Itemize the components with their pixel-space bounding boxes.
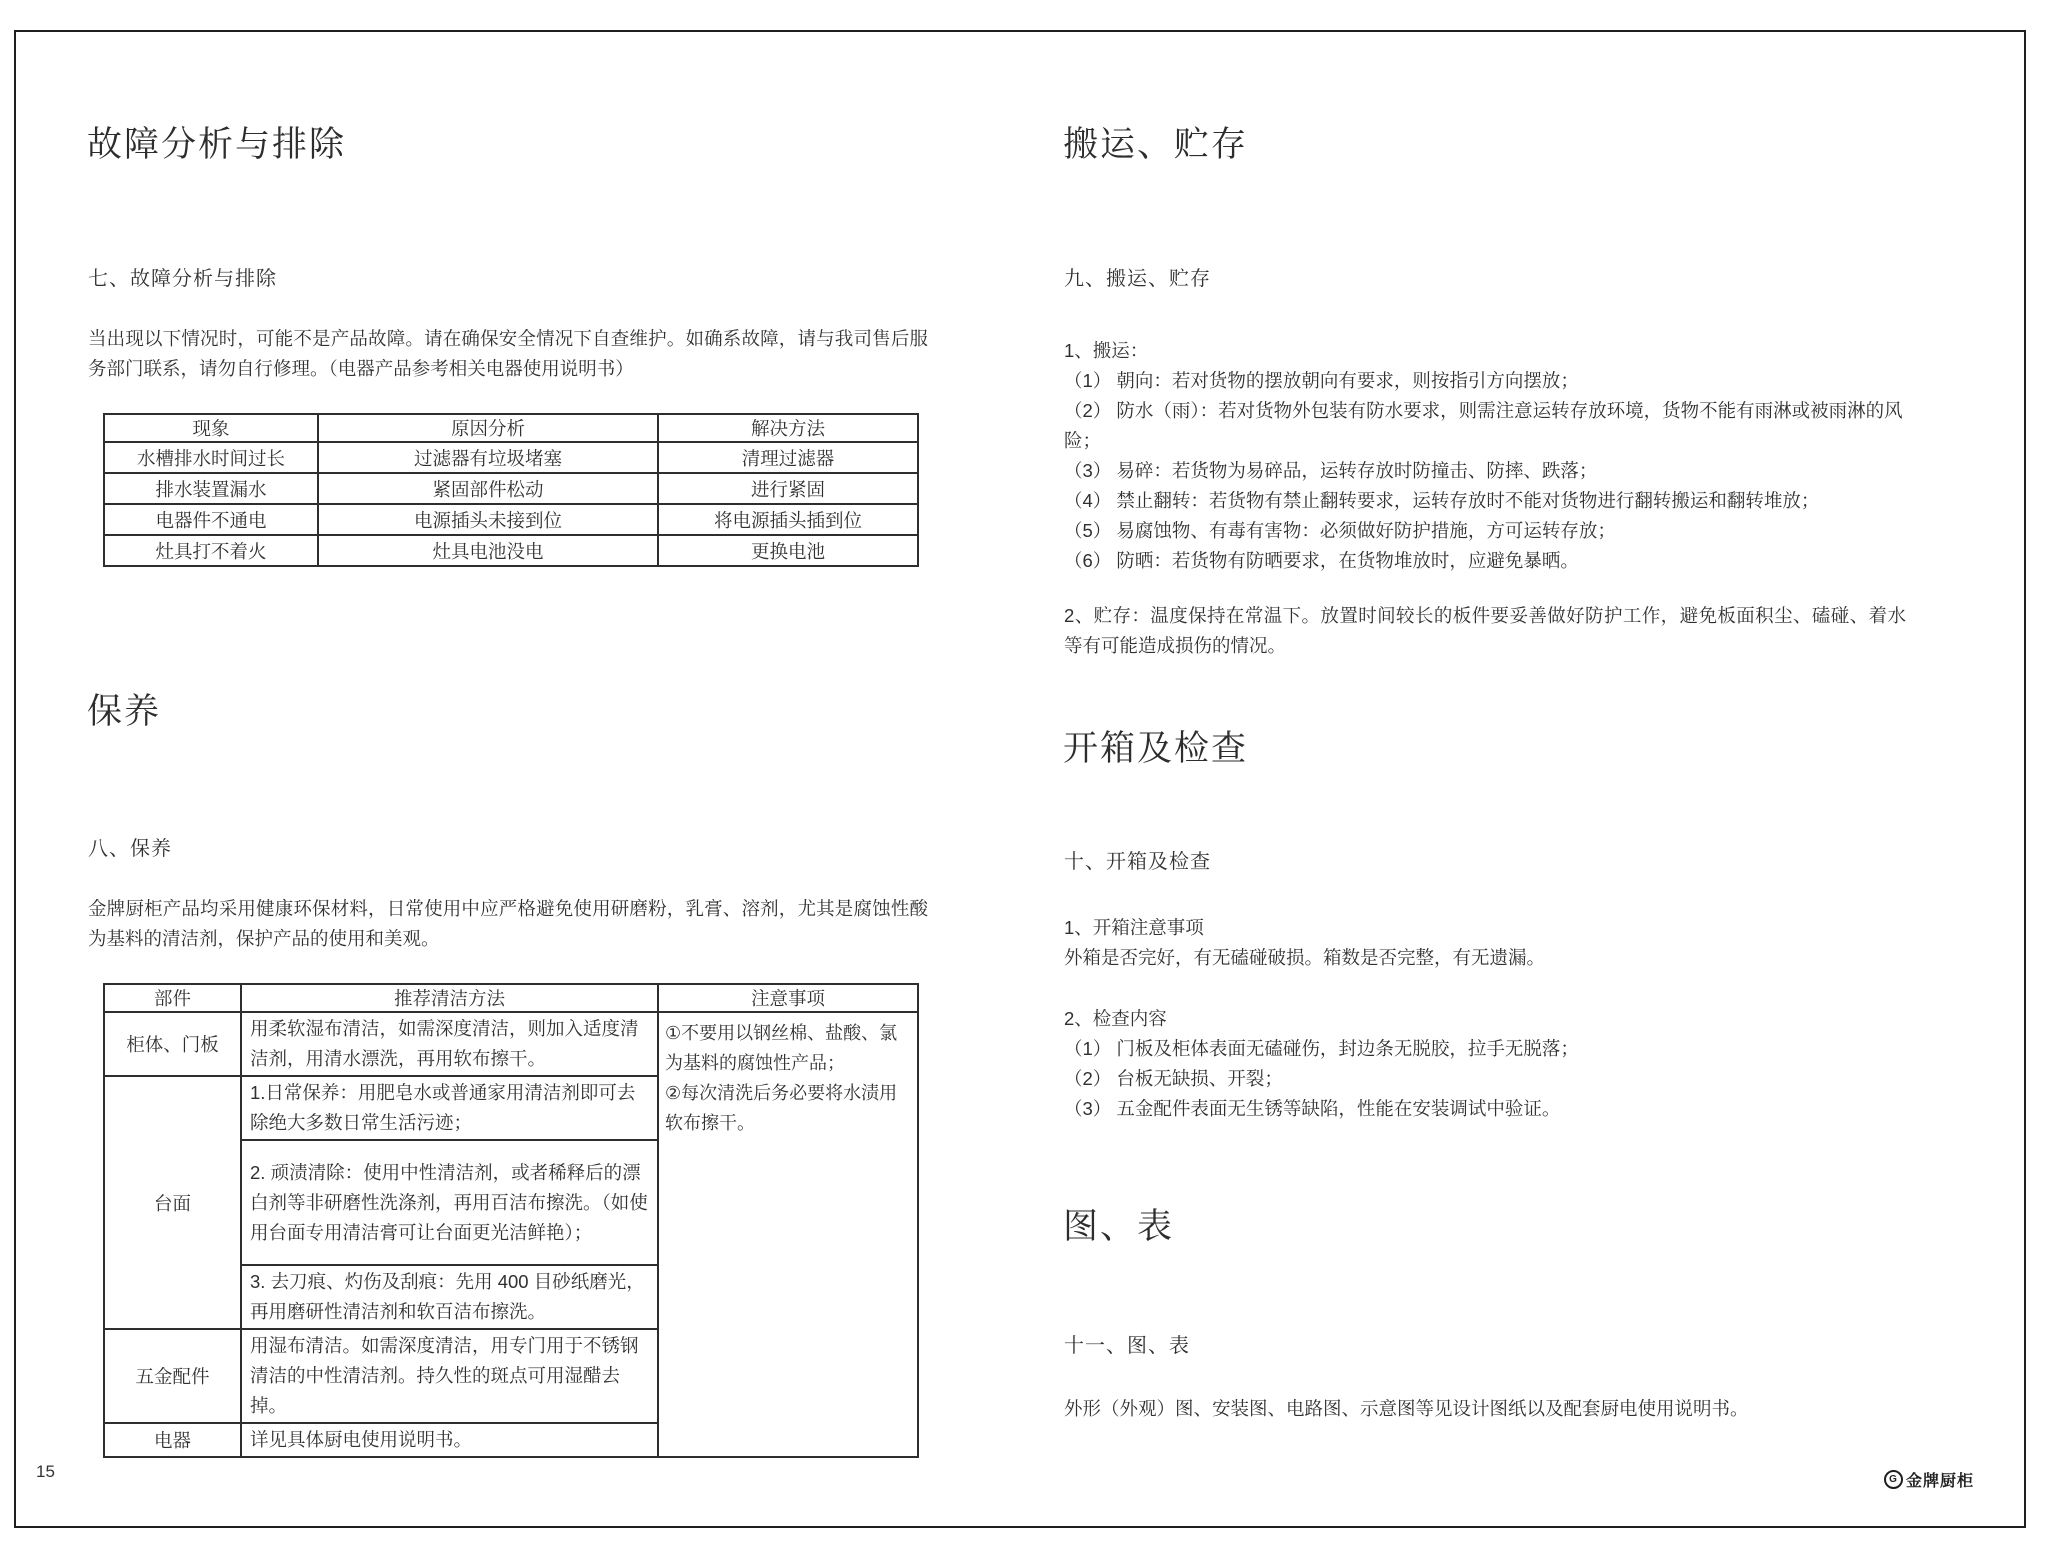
figures-section-title: 图、表 <box>1063 1207 1175 1246</box>
care-col-method: 推荐清洁方法 <box>241 984 658 1012</box>
fault-col-phenomenon: 现象 <box>104 414 318 442</box>
transport-move-list <box>1064 336 1906 576</box>
fault-cell: 排水装置漏水 <box>104 473 318 504</box>
care-part-cabinet: 柜体、门板 <box>104 1012 241 1076</box>
transport-store-paragraph: 2、贮存：温度保持在常温下。放置时间较长的板件要妥善做好防护工作，避免板面积尘、磕碰、着水等有可能造成损伤的情况。 <box>1064 605 1906 656</box>
table-row <box>104 1012 918 1076</box>
left-page <box>87 0 927 1547</box>
list-item: （2） 台板无缺损、开裂； <box>1064 1068 1283 1089</box>
fault-section-title: 故障分析与排除 <box>87 125 347 164</box>
care-col-notes: 注意事项 <box>658 984 918 1012</box>
figures-text: 外形（外观）图、安装图、电路图、示意图等见设计图纸以及配套厨电使用说明书。 <box>1064 1398 1749 1419</box>
care-section-title: 保养 <box>87 692 162 731</box>
inspect-check-list <box>1064 1034 1906 1124</box>
care-table <box>103 983 919 1458</box>
inspect-sub1-text: 外箱是否完好，有无磕碰破损。箱数是否完整，有无遗漏。 <box>1064 947 1546 968</box>
table-row <box>104 473 918 504</box>
fault-section-heading: 七、故障分析与排除 <box>88 268 277 290</box>
care-intro-paragraph: 金牌厨柜产品均采用健康环保材料，日常使用中应严格避免使用研磨粉，乳膏、溶剂，尤其是腐蚀性酸为基料的清洁剂，保护产品的使用和美观。 <box>88 898 928 949</box>
care-method-countertop-1: 1.日常保养：用肥皂水或普通家用清洁剂即可去除绝大多数日常生活污迹； <box>241 1076 658 1140</box>
list-item: （1） 门板及柜体表面无磕碰伤，封边条无脱胶，拉手无脱落； <box>1064 1038 1579 1059</box>
fault-col-solution: 解决方法 <box>658 414 918 442</box>
fault-cell: 过滤器有垃圾堵塞 <box>318 442 658 473</box>
figures-section-heading: 十一、图、表 <box>1064 1335 1190 1357</box>
transport-move-label: 1、搬运： <box>1064 340 1149 361</box>
right-page <box>1063 0 1905 1547</box>
fault-table-header-row <box>104 414 918 442</box>
list-item: （3） 五金配件表面无生锈等缺陷，性能在安装调试中验证。 <box>1064 1098 1561 1119</box>
table-row <box>104 535 918 566</box>
list-item: （1） 朝向：若对货物的摆放朝向有要求，则按指引方向摆放； <box>1064 370 1579 391</box>
fault-cell: 紧固部件松动 <box>318 473 658 504</box>
fault-table <box>103 413 919 567</box>
fault-cell: 电源插头未接到位 <box>318 504 658 535</box>
care-method-countertop-3: 3. 去刀痕、灼伤及刮痕：先用 400 目砂纸磨光，再用磨研性清洁剂和软百洁布擦洗。 <box>241 1265 658 1329</box>
care-col-part: 部件 <box>104 984 241 1012</box>
care-note-1: ①不要用以钢丝棉、盐酸、氯为基料的腐蚀性产品； <box>665 1023 898 1073</box>
inspect-section-title: 开箱及检查 <box>1063 729 1249 768</box>
brand-name: 金牌厨柜 <box>1906 1473 1975 1490</box>
care-notes-cell <box>658 1012 918 1457</box>
inspect-sub1-title: 1、开箱注意事项 <box>1064 917 1204 938</box>
care-table-header-row <box>104 984 918 1012</box>
care-method-countertop-2: 2. 顽渍清除：使用中性清洁剂，或者稀释后的漂白剂等非研磨性洗涤剂，再用百洁布擦洗。（如使用台面专用清洁膏可让台面更光洁鲜艳）； <box>241 1140 658 1265</box>
list-item: （5） 易腐蚀物、有毒有害物：必须做好防护措施，方可运转存放； <box>1064 520 1616 541</box>
brand-logo <box>1884 1468 1974 1491</box>
fault-cell: 更换电池 <box>658 535 918 566</box>
fault-cell: 灶具电池没电 <box>318 535 658 566</box>
care-method-cabinet: 用柔软湿布清洁，如需深度清洁，则加入适度清洁剂，用清水漂洗，再用软布擦干。 <box>241 1012 658 1076</box>
transport-section-title: 搬运、贮存 <box>1063 125 1249 164</box>
list-item: （4） 禁止翻转：若货物有禁止翻转要求，运转存放时不能对货物进行翻转搬运和翻转堆放； <box>1064 490 1820 511</box>
fault-col-cause: 原因分析 <box>318 414 658 442</box>
table-row <box>104 442 918 473</box>
care-part-countertop: 台面 <box>104 1076 241 1329</box>
fault-cell: 清理过滤器 <box>658 442 918 473</box>
fault-cell: 电器件不通电 <box>104 504 318 535</box>
care-note-2: ②每次清洗后务必要将水渍用软布擦干。 <box>665 1083 898 1133</box>
list-item: （3） 易碎：若货物为易碎品，运转存放时防撞击、防摔、跌落； <box>1064 460 1598 481</box>
table-row <box>104 504 918 535</box>
list-item: （2） 防水（雨）：若对货物外包装有防水要求，则需注意运转存放环境，货物不能有雨淋或被雨淋的风险； <box>1064 400 1903 451</box>
care-part-appliance: 电器 <box>104 1423 241 1457</box>
inspect-sub2-title: 2、检查内容 <box>1064 1008 1167 1029</box>
fault-cell: 水槽排水时间过长 <box>104 442 318 473</box>
care-part-hardware: 五金配件 <box>104 1329 241 1423</box>
care-section-heading: 八、保养 <box>88 838 172 860</box>
transport-section-heading: 九、搬运、贮存 <box>1064 268 1211 290</box>
care-method-appliance: 详见具体厨电使用说明书。 <box>241 1423 658 1457</box>
fault-cell: 进行紧固 <box>658 473 918 504</box>
care-method-hardware: 用湿布清洁。如需深度清洁，用专门用于不锈钢清洁的中性清洁剂。持久性的斑点可用湿醋去掉。 <box>241 1329 658 1423</box>
inspect-section-heading: 十、开箱及检查 <box>1064 851 1211 873</box>
list-item: （6） 防晒：若货物有防晒要求，在货物堆放时，应避免暴晒。 <box>1064 550 1579 571</box>
fault-cell: 将电源插头插到位 <box>658 504 918 535</box>
fault-cell: 灶具打不着火 <box>104 535 318 566</box>
fault-intro-paragraph: 当出现以下情况时，可能不是产品故障。请在确保安全情况下自查维护。如确系故障，请与我司售后服务部门联系，请勿自行修理。（电器产品参考相关电器使用说明书） <box>88 328 928 379</box>
page-number: 15 <box>36 1462 55 1481</box>
brand-g-icon: G <box>1884 1470 1903 1489</box>
